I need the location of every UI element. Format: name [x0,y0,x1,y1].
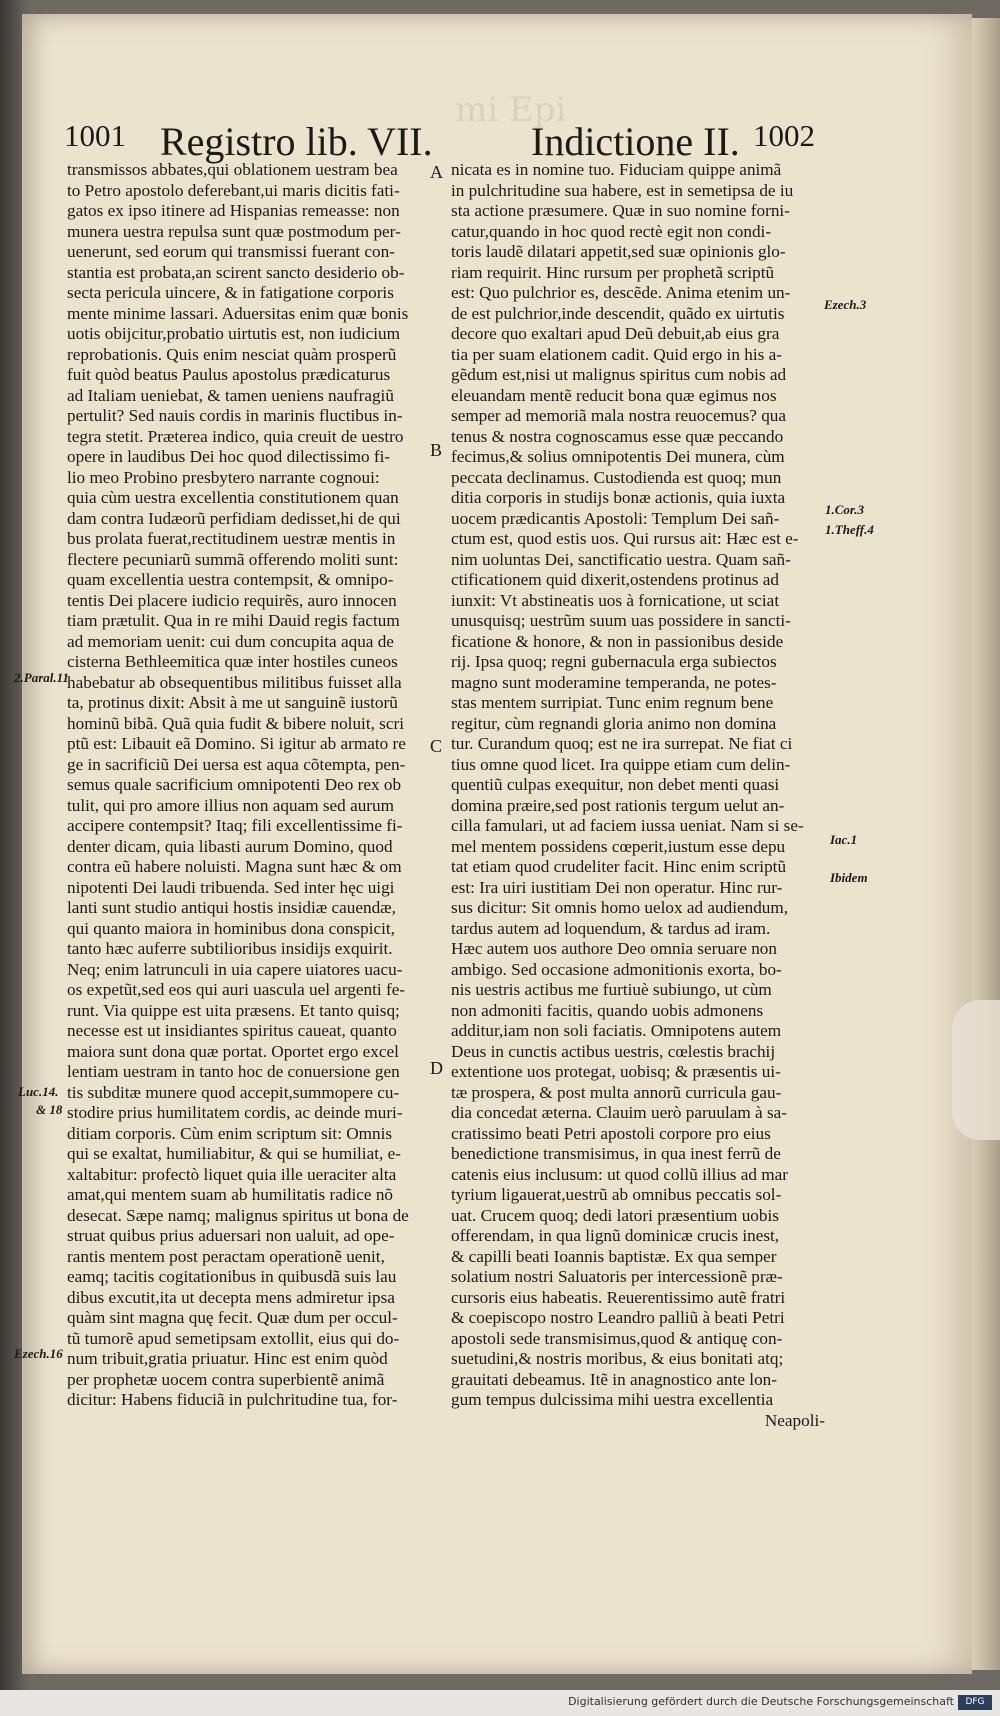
text-line: dia concedat æterna. Clauim uerò paruulam à sa- [451,1103,787,1122]
text-line: uenerunt, sed eorum qui transmissi fuerant con- [67,242,395,261]
margin-note-luc-14: Luc.14. [18,1084,59,1099]
text-line: non admoniti facitis, quando uobis admonens [451,1000,764,1020]
margin-note-paral: 2.Paral.11 [14,670,69,685]
text-line: dibus excutit,ita ut decepta mens admiretur ipsa [67,1287,395,1307]
margin-note-ibidem: Ibidem [830,870,868,885]
text-line: unusquisq; uestrũm suum uas possidere in sancti- [451,611,791,630]
text-line: quia cùm uestra excellentia constitutionem quan [67,488,399,507]
text-line: ptũ est: Libauit eã Domino. Si igitur ab armato re [67,734,406,753]
section-marker-b: B [430,440,443,460]
text-line: accipere contempsit? Itaq; fili excellentissime fi- [67,816,403,835]
text-line: denter dicam, quia libasti aurum Domino, quod [67,836,393,856]
text-line: nis uestris actibus me furtiuè subiungo, ut cùm [451,980,772,999]
text-line: stodire prius humilitatem cordis, ac deinde muri- [67,1103,403,1122]
text-line: suetudini,& nostris moribus, & eius bonitati atq; [451,1349,784,1368]
bleed-through-text: mi Epi [455,90,567,130]
text-line: semus quale sacrificium omnipotenti Deo rex ob [67,775,402,794]
text-line: tenus & nostra cognoscamus esse quæ peccando [451,426,784,446]
text-line: catur,quando in hoc quod rectè egit non condi- [451,221,772,241]
text-line: ad Italiam ueniebat, & tamen ueniens naufragiũ [67,385,394,405]
text-line: flectere pecuniarũ summã offerendo moliti sunt: [67,549,399,569]
text-line: tur. Curandum quoq; est ne ira surrepat. Ne fiat ci [451,734,793,753]
text-line: Neq; enim latrunculi in uia capere uiatores uacu- [67,959,403,979]
text-line: lanti sunt studio antiqui hostis insidiæ cauendæ, [67,898,396,917]
text-line: Deus in cunctis actibus uestris, cœlestis brachij [451,1041,776,1061]
text-line: riam requirit. Hinc rursum per prophetã scriptũ [451,262,775,282]
text-line: secta pericula uincere, & in fatigatione corporis [67,283,394,302]
text-line: reprobationis. Quis enim nesciat quàm prosperũ [67,344,397,364]
text-line: & coepiscopo nostro Leandro palliũ à beati Petri [451,1308,785,1327]
text-line: cisterna Bethleemitica quæ inter hostiles cuneos [67,652,398,671]
margin-note-1thess-4: 1.Theff.4 [825,522,874,537]
text-line: tiam prætulit. Qua in re mihi Dauid regis factum [67,611,400,630]
text-line: ambigo. Sed occasione admonitionis exorta, bo- [451,959,782,979]
text-line: fecimus,& solius omnipotentis Dei munera, cùm [451,447,785,466]
text-line: tius omne quod licet. Ira quippe etiam cum delin- [451,754,791,774]
text-line: num tribuit,gratia priuatur. Hinc est enim quòd [67,1349,388,1368]
text-line: desecat. Sæpe namq; malignus spiritus ut bona de [67,1205,409,1225]
text-line: tyrium ligauerat,uestrũ ab omnibus peccatis sol- [451,1185,782,1204]
text-line: tanto hæc auferre subtilioribus insidijs exquirit. [67,939,393,958]
text-line: tat etiam quod crudeliter facit. Hinc enim scriptũ [451,857,787,876]
text-line: domina præire,sed post rationis tergum uelut an- [451,795,785,815]
text-line: qui quanto maiora in hominibus dona conspicit, [67,918,395,938]
text-line: quam excellentia uestra contempsit, & omnipo- [67,570,394,589]
text-line: quentiũ culpas exequitur, non debet menti quasi [451,775,780,794]
text-line: to Petro apostolo deferebant,ui maris dicitis fati- [67,180,400,200]
text-line: gum tempus dulcissima mihi uestra excellentia [451,1390,774,1409]
text-line: habebatur ab obsequentibus militibus fuisset alla [67,672,402,692]
text-line: ctificationem quid dixerit,ostendens protinus ad [451,570,779,589]
margin-note-iac-1: Iac.1 [830,832,858,847]
text-line: & capilli beati Ioannis baptistæ. Ex qua semper [451,1246,777,1266]
text-line: extentione uos protegat, uobisq; & præsentis ui- [451,1062,781,1081]
text-line: eamq; tacitis cogitationibus in quibusdã suis lau [67,1267,397,1286]
margin-note-1cor-3: 1.Cor.3 [825,502,865,517]
text-line: os expetũt,sed eos qui auri uascula uel argenti fe- [67,980,406,999]
text-line: lentiam uestram in tanto hoc de conuersione gen [67,1062,400,1081]
text-line: Hæc autem uos authore Deo omnia seruare non [451,939,777,958]
text-line: tentis Dei placere iudicio requirẽs, auro innocen [67,590,397,610]
text-line: catenis eius inclusum: ut quod collũ illius ad mar [451,1164,789,1184]
text-line: contra eũ habere noluisti. Magna sunt hæc & om [67,857,402,876]
text-line: mel mentem possidens cœperit,iustum esse depu [451,836,786,856]
text-line: cilla famulari, ut ad faciem iussa ueniat. Nam si se- [451,816,804,835]
text-line: est: Ira uiri iustitiam Dei non operatur. Hinc rur- [451,877,783,897]
text-line: xaltabitur: profectò liquet quia ille ueraciter alta [67,1164,397,1184]
text-line: pertulit? Sed nauis cordis in marinis fluctibus in- [67,406,403,425]
text-line: tis subditæ munere quod accepit,summopere cu- [67,1082,400,1102]
text-line: toris laudẽ dilatari appetit,sed suæ opinionis glo- [451,242,786,261]
text-line: stantia est probata,an scirent sancto desiderio ob- [67,262,405,282]
text-line: tia per suam elationem cadit. Quid ergo in his a- [451,344,782,364]
text-column-left [67,160,429,1411]
text-line: sta actione præsumere. Quæ in suo nomine forni- [451,201,790,220]
text-line: tũ tumorẽ apud semetipsam extollit, eius qui do- [67,1328,400,1348]
text-line: amat,qui mentem suam ab humilitatis radice nõ [67,1185,394,1204]
scanner-thumb [952,1000,1000,1140]
text-line: de est pulchrior,inde descendit, quãdo ex uirtutis [451,303,785,323]
text-line: ditia corporis in studijs bonæ actionis, quia iuxta [451,488,786,507]
text-column-right [451,160,825,1431]
text-line: offerendam, in qua lignũ dominicæ crucis inest, [451,1226,780,1245]
text-line: ge in sacrificiũ Dei uersa est aqua cõtempta, pen- [67,754,406,774]
text-line: regitur, cùm regnandi gloria animo non domina [451,713,777,733]
text-line: Neapoli- [764,1410,825,1430]
text-line: dicitur: Habens fiduciã in pulchritudine tua, for- [67,1390,398,1409]
text-line: ad memoriam uenit: cui dum concupita aqua de [67,631,394,651]
section-marker-a: A [430,162,443,182]
margin-note-ezech-16: Ezech.16 [14,1346,63,1361]
text-line: tegra stetit. Præterea indico, quia creuit de uestro [67,426,404,446]
text-line: peccata declinamus. Custodienda est quoq; mun [451,467,782,487]
text-line: uat. Crucem quoq; dedi latori præsentium uobis [451,1205,779,1225]
dfg-logo: DFG [958,1695,992,1710]
text-line: necesse est ut insidiantes spiritus caueat, quanto [67,1021,397,1040]
text-line: rantis mentem post peractam operationẽ uenit, [67,1246,385,1266]
text-line: decore quo exaltari apud Deũ debuit,ab eius gra [451,324,780,343]
text-line: per prophetæ uocem contra superbientẽ animã [67,1369,385,1389]
text-line: tulit, qui pro amore illius non aquam sed aurum [67,795,394,815]
text-line: eleuandam mentẽ reducit bona quæ egimus nos [451,385,777,405]
text-line: est: Quo pulchrior es, descẽde. Anima etenim un- [451,283,791,302]
digitization-footer [0,1690,1000,1716]
text-line: opere in laudibus Dei hoc quod dilectissimo fi- [67,447,391,466]
text-line: stas mentem surripiat. Tunc enim regnum bene [451,693,774,712]
text-line: hominũ bibã. Quã quia fudit & bibere noluit, scri [67,713,405,733]
text-line: qui se exaltat, humiliabitur, & qui se humiliat, e- [67,1144,401,1163]
text-line: solatium nostri Saluatoris per intercessionẽ præ- [451,1267,783,1286]
text-line: runt. Via quippe est uita præsens. Et tanto quisq; [67,1000,400,1020]
text-line: rij. Ipsa quoq; regni gubernacula erga subiectos [451,652,777,671]
margin-note-luc-18: & 18 [36,1102,63,1117]
text-line: nim uoluntas Dei, sanctificatio uestra. Quam sañ- [451,549,791,569]
text-line: uotis obijcitur,probatio uirtutis est, non iudicium [67,324,401,343]
text-line: munera uestra repulsa sunt quæ postmodum per- [67,221,401,241]
section-marker-d: D [430,1058,443,1078]
text-line: sus dicitur: Sit omnis homo uelox ad audiendum, [451,898,789,917]
text-line: tardus autem ad loquendum, & tardus ad iram. [451,918,771,938]
text-line: bus prolata fuerat,rectitudinem uestræ mentis in [67,529,396,548]
text-line: nicata es in nomine tuo. Fiduciam quippe animã [451,160,782,179]
text-line: ctum est, quod estis uos. Qui rursus ait: Hæc est e- [451,529,799,548]
text-line: additur,iam non soli faciatis. Omnipotens autem [451,1021,782,1040]
footer-credit: Digitalisierung gefördert durch die Deutsche Forschungsgemeinschaft [568,1695,954,1708]
text-line: in pulchritudine sua habere, est in semetipsa de iu [451,180,794,200]
text-line: ficatione & honore, & non in passionibus deside [451,631,784,651]
page-number-right: 1002 [753,118,815,153]
text-line: semper ad memoriã mala nostra reuocemus? qua [451,406,787,425]
page-number-left: 1001 [64,118,126,153]
text-line: mente minime lassari. Aduersitas enim quæ bonis [67,303,409,323]
text-line: cursoris eius habeatis. Reuerentissimo autẽ fratri [451,1287,786,1307]
running-indiction: Indictione II. [531,119,740,164]
text-line: transmissos abbates,qui oblationem uestram bea [67,160,398,179]
text-line: gẽdum est,nisi ut malignus spiritus cum nobis ad [451,365,787,384]
text-line: nipotenti Dei laudi tribuenda. Sed inter hęc uigi [67,877,395,897]
text-line: iunxit: Vt abstineatis uos à fornicatione, ut sciat [451,590,780,610]
text-line: ditiam corporis. Cùm enim scriptum sit: Omnis [67,1123,393,1143]
text-line: lio meo Probino presbytero narrante cognoui: [67,467,380,487]
text-line: maiora sunt dona quæ portat. Oportet ergo excel [67,1041,399,1061]
text-line: uocem prædicantis Apostoli: Templum Dei sañ- [451,508,780,528]
text-line: quàm sint magna quę fecit. Quæ dum per occul- [67,1308,398,1327]
text-line: benedictione transmisimus, in qua inest ferrũ de [451,1144,781,1163]
text-line: ta, protinus dixit: Absit à me ut sanguinẽ iustorũ [67,693,398,712]
text-line: grauitati debeamus. Itẽ in anagnostico ante lon- [451,1369,777,1389]
page-edge [972,18,1000,1670]
text-line: struat quibus prius aduersari non ualuit, ad ope- [67,1226,395,1245]
text-line: apostoli sede transmisimus,quod & antiquę con- [451,1328,783,1348]
text-line: cratissimo beati Petri apostoli corpore pro eius [451,1123,771,1143]
text-line: fuit quòd beatus Paulus apostolus prædicaturus [67,365,391,384]
text-line: gatos ex ipso itinere ad Hispanias remeasse: non [67,201,400,220]
section-marker-c: C [430,736,443,756]
text-line: dam contra Iudæorũ perfidiam dedisset,hi de qui [67,508,401,528]
text-line: tæ prospera, & post multa annorũ curricula gau- [451,1082,782,1102]
running-title: Registro lib. VII. [160,119,433,164]
margin-note-ezech-3: Ezech.3 [824,297,867,312]
text-line: magno sunt moderamine temperanda, ne potes- [451,672,777,692]
